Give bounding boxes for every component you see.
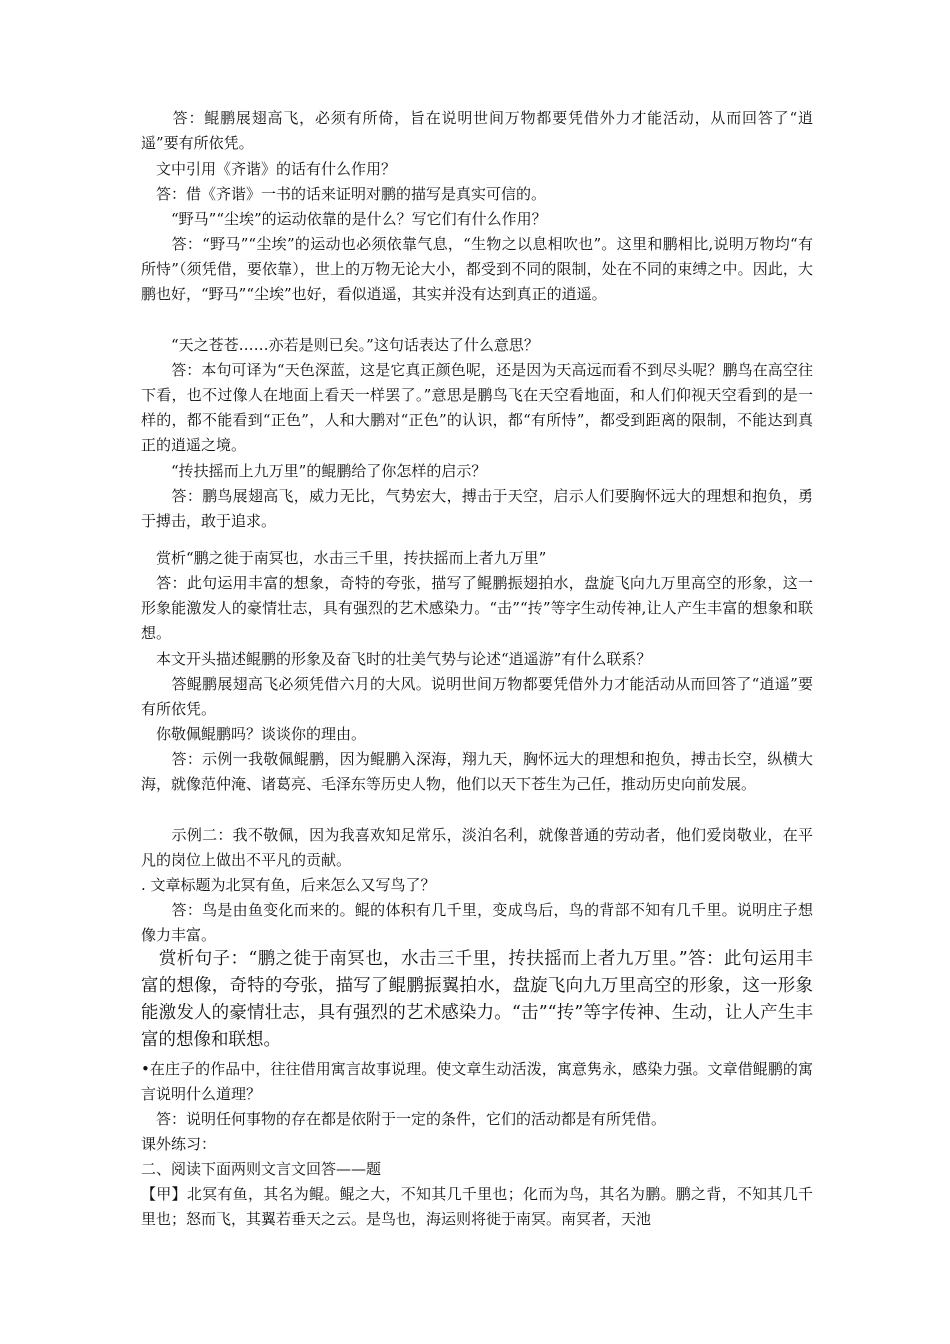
paragraph-20: •在庄子的作品中，往往借用寓言故事说理。使文章生动活泼，寓意隽永，感染力强。文章借鲲鹏的寓言说明什么道理？ <box>141 1060 813 1103</box>
paragraph-24: 【甲】北冥有鱼，其名为鲲。鲲之大，不知其几千里也；化而为鸟，其名为鹏。鹏之背，不知其几千里也；怒而飞，其翼若垂天之云。是鸟也，海运则将徙于南冥。南冥者，天池 <box>141 1185 813 1228</box>
paragraph-21: 答：说明任何事物的存在都是依附于一定的条件，它们的活动都是有所凭借。 <box>141 1110 667 1128</box>
paragraph-8: “抟扶摇而上九万里”的鲲鹏给了你怎样的启示？ <box>141 462 487 480</box>
paragraph-22: 课外练习： <box>141 1135 217 1153</box>
paragraph-4: “野马”“尘埃”的运动依靠的是什么？写它们有什么作用？ <box>141 210 547 228</box>
paragraph-10: 赏析“鹏之徙于南冥也，水击三千里，抟扶摇而上者九万里” <box>141 549 547 567</box>
paragraph-19: 赏析句子：“鹏之徙于南冥也，水击三千里，抟扶摇而上者九万里。”答：此句运用丰富的想像，奇特的夸张，描写了鲲鹏振翼拍水，盘旋飞向九万里高空的形象，这一形象能激发人的豪情壮志，具有强烈的艺术感染力。“击”“抟”等字传神、生动，让人产生丰富的想像和联想。 <box>141 949 813 1050</box>
paragraph-9: 答：鹏鸟展翅高飞，威力无比，气势宏大，搏击于天空，启示人们要胸怀远大的理想和抱负，勇于搏击，敢于追求。 <box>141 487 813 530</box>
paragraph-17: . 文章标题为北冥有鱼，后来怎么又写鸟了？ <box>141 876 436 894</box>
paragraph-6: “天之苍苍……亦若是则已矣。”这句话表达了什么意思？ <box>141 336 539 354</box>
paragraph-16: 示例二：我不敬佩，因为我喜欢知足常乐，淡泊名利，就像普通的劳动者，他们爱岗敬业，在平凡的岗位上做出不平凡的贡献。 <box>141 826 813 869</box>
paragraph-7: 答：本句可译为“天色深蓝，这是它真正颜色呢，还是因为天高远而看不到尽头呢？鹏鸟在高空往下看，也不过像人在地面上看天一样罢了。”意思是鹏鸟飞在天空看地面，和人们仰视天空看到的是一样的，都不能看到“正色”，人和大鹏对“正色”的认识，都“有所恃”，都受到距离的限制，不能达到真正的逍遥之境。 <box>141 361 813 454</box>
paragraph-5: 答：“野马”“尘埃”的运动也必须依靠气息，“生物之以息相吹也”。这里和鹏相比,说明万物均“有所恃”（须凭借，要依靠），世上的万物无论大小，都受到不同的限制，处在不同的束缚之中。因此，大鹏也好，“野马”“尘埃”也好，看似逍遥，其实并没有达到真正的逍遥。 <box>141 235 813 303</box>
paragraph-23: 二、阅读下面两则文言文回答——题 <box>141 1160 382 1178</box>
paragraph-11: 答：此句运用丰富的想象，奇特的夸张，描写了鲲鹏振翅拍水，盘旋飞向九万里高空的形象，这一形象能激发人的豪情壮志，具有强烈的艺术感染力。“击”“抟”等字生动传神,让人产生丰富的想象和联想。 <box>141 574 813 642</box>
paragraph-3: 答：借《齐谐》一书的话来证明对鹏的描写是真实可信的。 <box>141 185 547 203</box>
paragraph-1: 答：鲲鹏展翅高飞，必须有所倚，旨在说明世间万物都要凭借外力才能活动，从而回答了“逍遥”要有所依凭。 <box>141 109 813 152</box>
paragraph-13: 答鲲鹏展翅高飞必须凭借六月的大风。说明世间万物都要凭借外力才能活动从而回答了“逍遥”要有所依凭。 <box>141 675 813 718</box>
paragraph-12: 本文开头描述鲲鹏的形象及奋飞时的壮美气势与论述“逍遥游”有什么联系？ <box>141 650 652 668</box>
paragraph-18: 答：鸟是由鱼变化而来的。鲲的体积有几千里，变成鸟后，鸟的背部不知有几千里。说明庄子想像力丰富。 <box>141 901 813 944</box>
paragraph-2: 文中引用《齐谐》的话有什么作用？ <box>141 160 397 178</box>
paragraph-15: 答：示例一我敬佩鲲鹏，因为鲲鹏入深海，翔九天，胸怀远大的理想和抱负，搏击长空，纵横大海，就像范仲淹、诸葛亮、毛泽东等历史人物，他们以天下苍生为己任，推动历史向前发展。 <box>141 750 813 793</box>
paragraph-14: 你敬佩鲲鹏吗？谈谈你的理由。 <box>141 725 367 743</box>
